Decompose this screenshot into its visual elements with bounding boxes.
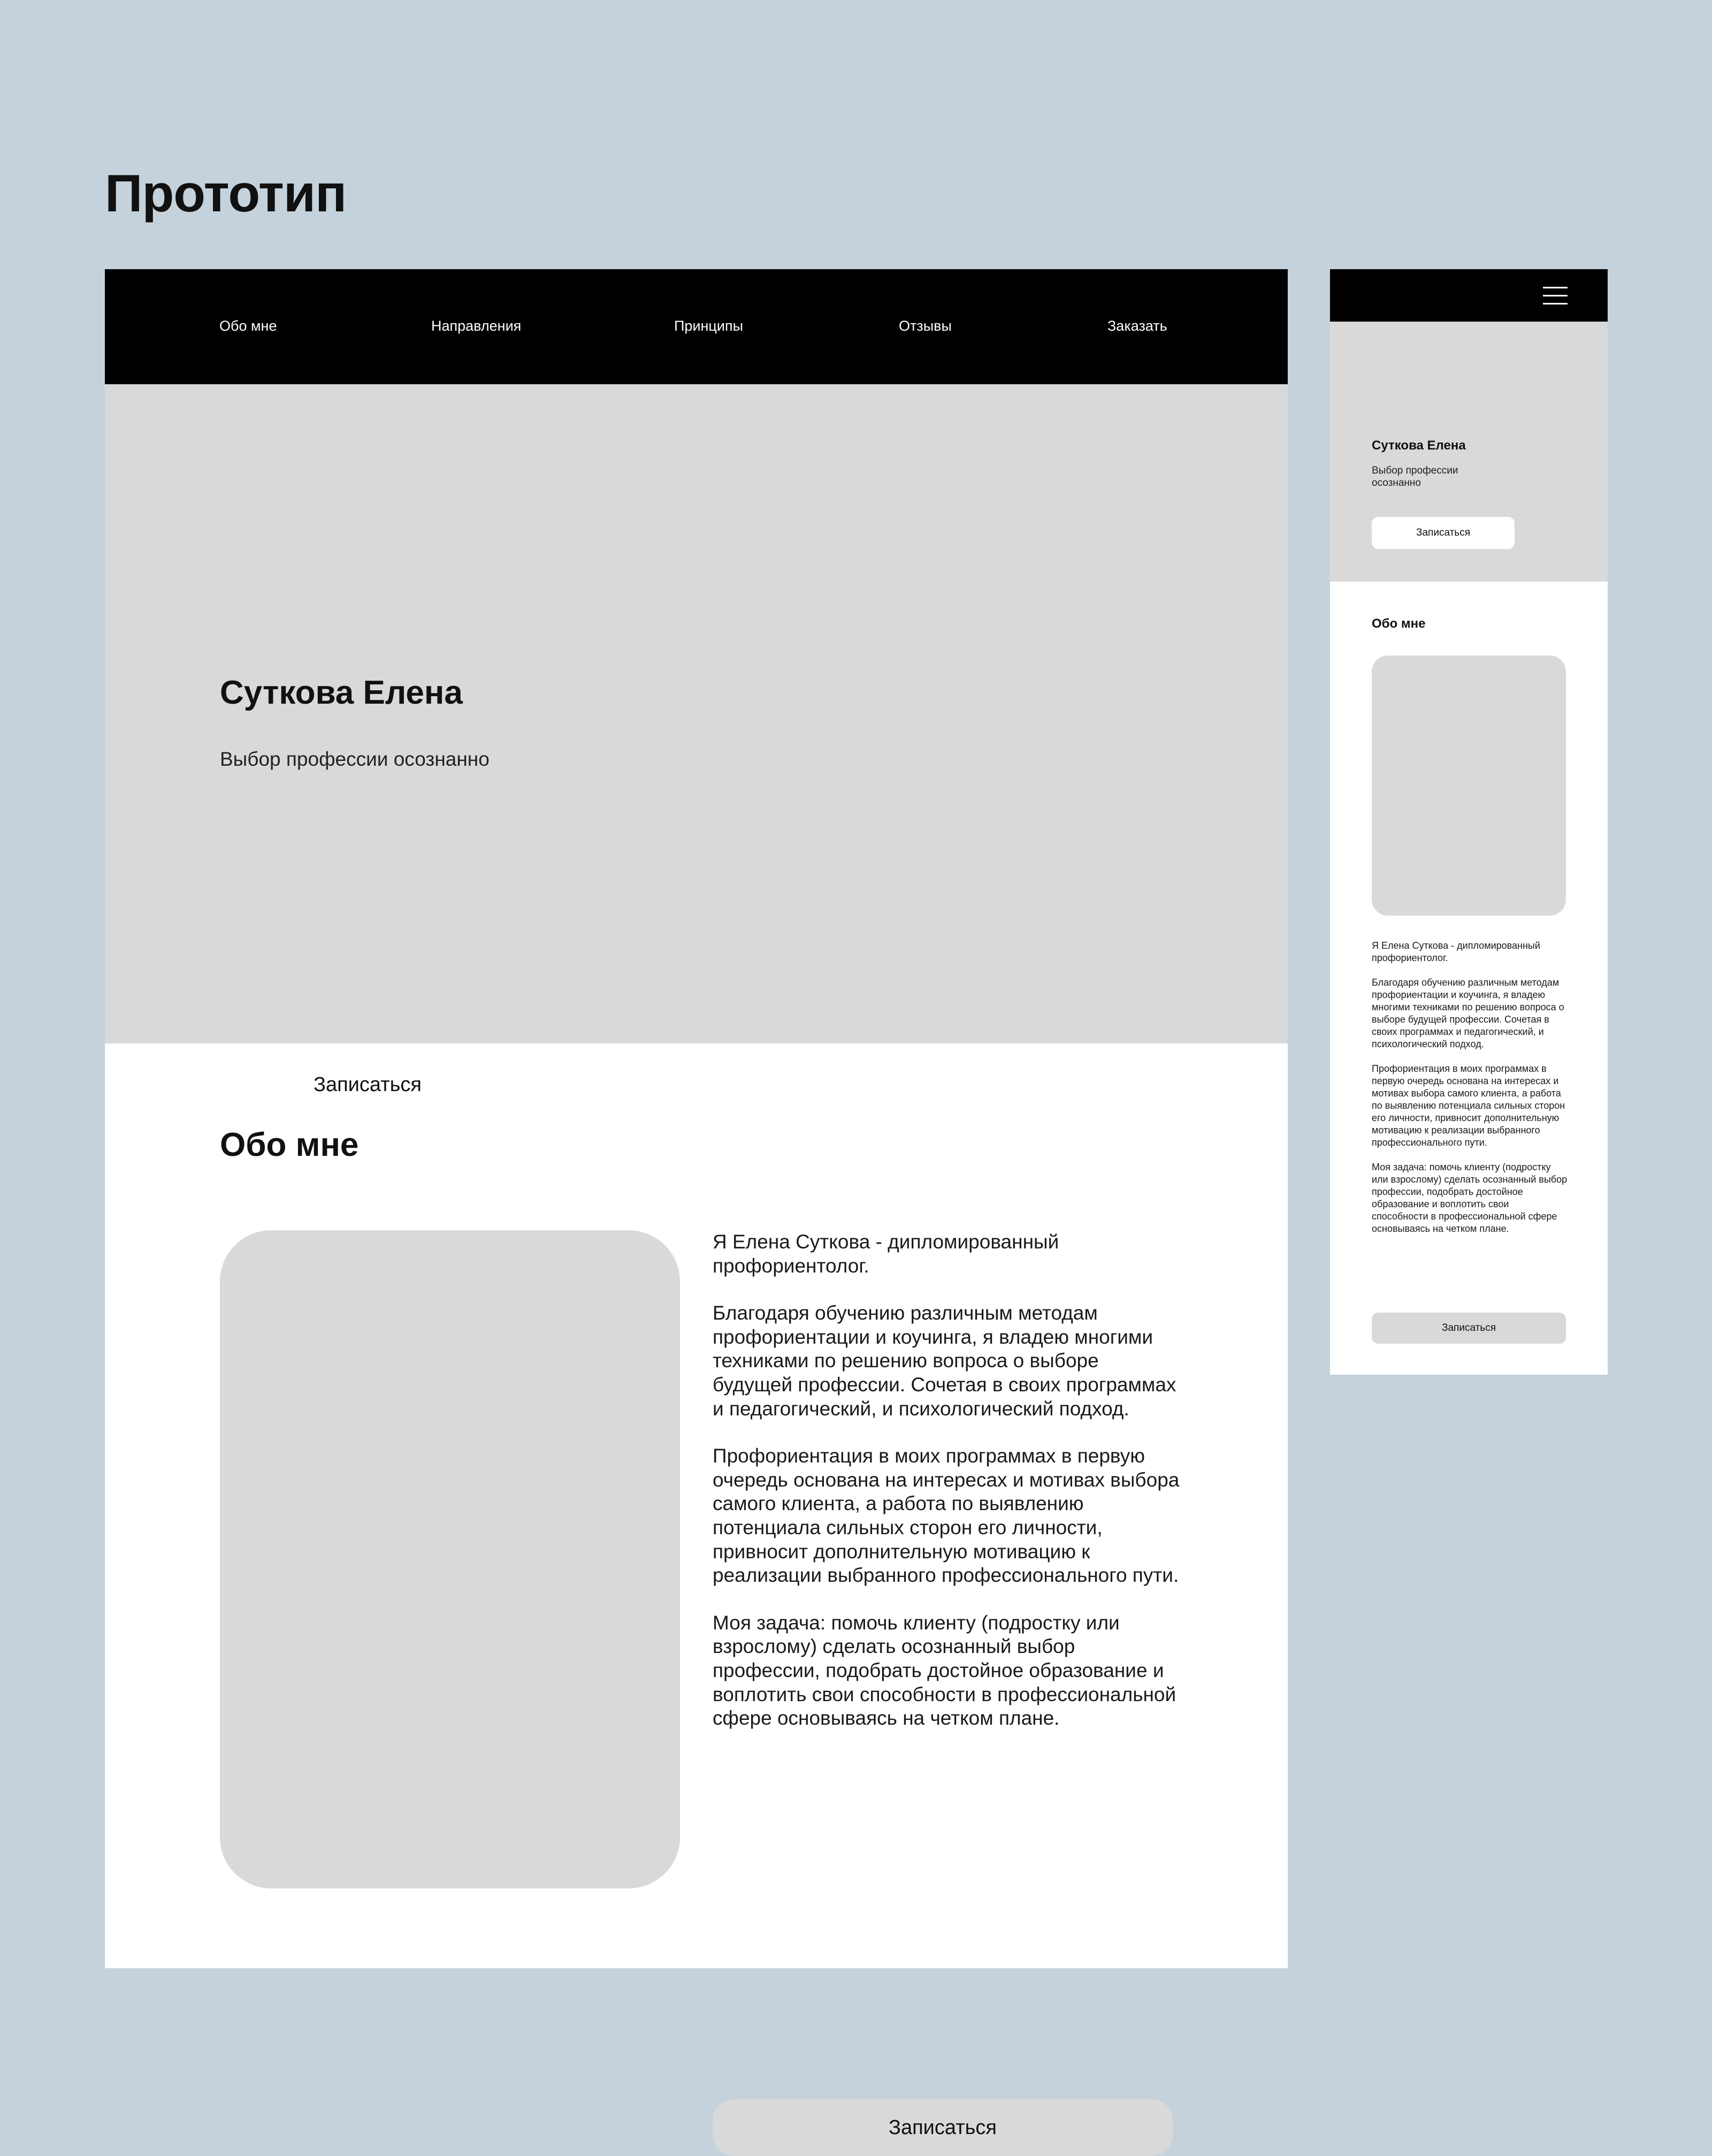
nav-item-order[interactable]: Заказать (1107, 318, 1167, 334)
hamburger-menu-icon[interactable] (1543, 285, 1568, 307)
mobile-hero-subtitle: Выбор профессии осознанно (1372, 465, 1458, 489)
mobile-hero-title: Суткова Елена (1372, 438, 1466, 453)
mobile-about-paragraph: Моя задача: помочь клиенту (подростку или взрослому) сделать осознанный выбор профессии, подобрать достойное образование и воплотить свои способности в профессиональной сфере основываясь на четком плане. (1372, 1162, 1568, 1234)
hero-title: Суткова Елена (220, 674, 463, 711)
mobile-about-paragraph: Я Елена Суткова - дипломированный профориентолог. (1372, 940, 1540, 963)
desktop-nav-bar (105, 269, 1288, 384)
mobile-about-signup-button[interactable]: Записаться (1372, 1313, 1566, 1344)
desktop-hero-section (105, 384, 1288, 1043)
mobile-mockup (1330, 269, 1608, 1375)
about-photo-placeholder (220, 1230, 680, 1888)
mobile-about-paragraph: Профориентация в моих программах в первую очередь основана на интересах и мотивах выбора самого клиента, а работа по выявлению потенциала сильных сторон его личности, привносит дополнительную мотивацию к реализации выбранного профессионального пути. (1372, 1063, 1565, 1148)
nav-item-directions[interactable]: Направления (431, 318, 522, 334)
mobile-about-paragraph: Благодаря обучению различным методам профориентации и коучинга, я владею многими техниками по решению вопроса о выборе будущей профессии. Сочетая в своих программах и педагогический, и психологический подход. (1372, 977, 1564, 1049)
about-paragraph: Благодаря обучению различным методам профориентации и коучинга, я владею многими техниками по решению вопроса о выборе будущей профессии. Сочетая в своих программах и педагогический, и психологический подход. (713, 1302, 1176, 1420)
hero-subtitle: Выбор профессии осознанно (220, 748, 490, 770)
nav-item-about[interactable]: Обо мне (219, 318, 277, 334)
mobile-nav-bar (1330, 269, 1608, 322)
about-paragraph: Профориентация в моих программах в первую очередь основана на интересах и мотивах выбора самого клиента, а работа по выявлению потенциала сильных сторон его личности, привносит дополнительную мотивацию к реализации выбранного профессионального пути. (713, 1445, 1180, 1587)
mobile-about-title: Обо мне (1372, 616, 1426, 631)
nav-item-reviews[interactable]: Отзывы (899, 318, 952, 334)
about-title: Обо мне (220, 1126, 359, 1163)
about-text (713, 1230, 1183, 1731)
about-paragraph: Моя задача: помочь клиенту (подростку или взрослому) сделать осознанный выбор профессии, подобрать достойное образование и воплотить свои способности в профессиональной сфере основываясь на четком плане. (713, 1611, 1176, 1730)
mobile-about-text (1372, 940, 1568, 1235)
mobile-about-photo-placeholder (1372, 656, 1566, 916)
about-paragraph: Я Елена Суткова - дипломированный профориентолог. (713, 1231, 1059, 1277)
hero-signup-button[interactable]: Записаться (220, 1056, 515, 1113)
page-title: Прототип (105, 164, 347, 223)
mobile-hero-signup-button[interactable]: Записаться (1372, 517, 1515, 549)
desktop-mockup (105, 269, 1288, 2139)
nav-item-principles[interactable]: Принципы (674, 318, 743, 334)
about-signup-button[interactable]: Записаться (713, 2099, 1173, 2156)
